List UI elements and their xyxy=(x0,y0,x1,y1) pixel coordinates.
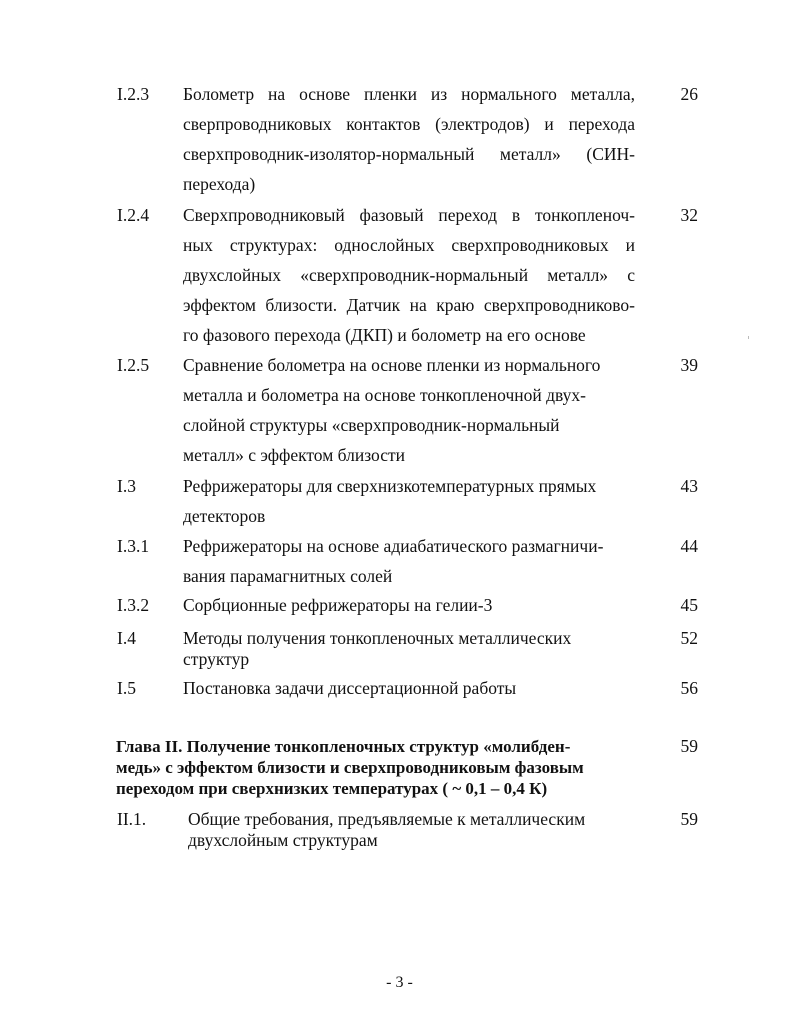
section-title xyxy=(183,628,623,670)
title-line: Болометр на основе пленки из нормального металла, xyxy=(183,84,635,104)
section-title xyxy=(183,200,635,350)
title-line: го фазового перехода (ДКП) и болометр на его основе xyxy=(183,325,586,345)
section-title xyxy=(183,531,635,591)
chapter-title-line: Глава II. Получение тонкопленочных структур «молибден- xyxy=(116,737,571,756)
section-title xyxy=(183,471,635,531)
section-title xyxy=(183,673,635,703)
chapter-title-line: переходом при сверхнизких температурах ( ~ 0,1 – 0,4 К) xyxy=(116,779,548,798)
title-line: металл» с эффектом близости xyxy=(183,445,406,465)
page-number: 44 xyxy=(680,536,698,556)
section-number: I.3.2 xyxy=(117,595,150,615)
section-title xyxy=(183,79,635,199)
section-number: I.4 xyxy=(117,628,136,648)
page-number: 32 xyxy=(680,205,698,225)
title-line: металла и болометра на основе тонкопленочной двух- xyxy=(183,385,586,405)
chapter-title xyxy=(116,736,616,799)
section-number: I.3 xyxy=(117,476,136,496)
page-number: 39 xyxy=(680,355,698,375)
page-number: 59 xyxy=(680,809,698,829)
title-line: ных структурах: однослойных сверхпроводниковых и xyxy=(183,235,635,255)
title-line: Сверхпроводниковый фазовый переход в тонкопленоч- xyxy=(183,205,635,225)
title-line: структур xyxy=(183,649,250,669)
page-number: 43 xyxy=(680,476,698,496)
section-number: II.1. xyxy=(117,809,147,829)
title-line: детекторов xyxy=(183,506,266,526)
section-title xyxy=(183,590,635,620)
title-line: сверпроводниковых контактов (электродов) и перехода xyxy=(183,114,635,134)
chapter-title-line: медь» с эффектом близости и сверхпроводниковым фазовым xyxy=(116,758,584,777)
page-footer-number: - 3 - xyxy=(386,974,413,991)
title-line: Методы получения тонкопленочных металлических xyxy=(183,628,572,648)
title-line: слойной структуры «сверхпроводник-нормальный xyxy=(183,415,560,435)
section-number: I.2.3 xyxy=(117,84,150,104)
title-line: Рефрижераторы на основе адиабатического размагничи- xyxy=(183,536,604,556)
title-line: Сравнение болометра на основе пленки из нормального xyxy=(183,355,601,375)
page-number: 59 xyxy=(680,736,698,756)
title-line: Общие требования, предъявляемые к металлическим xyxy=(188,809,586,829)
title-line: перехода) xyxy=(183,174,256,194)
section-number: I.2.5 xyxy=(117,355,150,375)
scan-mark xyxy=(748,336,749,339)
section-title xyxy=(188,809,618,851)
title-line: Сорбционные рефрижераторы на гелии-3 xyxy=(183,595,493,615)
section-title xyxy=(183,350,635,470)
title-line: сверхпроводник-изолятор-нормальный металл» (СИН- xyxy=(183,144,635,164)
page-number: 56 xyxy=(680,678,698,698)
page-number: 45 xyxy=(680,595,698,615)
section-number: I.2.4 xyxy=(117,205,150,225)
title-line: вания парамагнитных солей xyxy=(183,566,393,586)
page-number: 52 xyxy=(680,628,698,648)
title-line: Постановка задачи диссертационной работы xyxy=(183,678,517,698)
page-number: 26 xyxy=(680,84,698,104)
section-number: I.5 xyxy=(117,678,136,698)
title-line: двухслойным структурам xyxy=(188,830,378,850)
section-number: I.3.1 xyxy=(117,536,150,556)
title-line: Рефрижераторы для сверхнизкотемпературных прямых xyxy=(183,476,597,496)
title-line: двухслойных «сверхпроводник-нормальный металл» с xyxy=(183,265,635,285)
title-line: эффектом близости. Датчик на краю сверхпроводниково- xyxy=(183,295,635,315)
